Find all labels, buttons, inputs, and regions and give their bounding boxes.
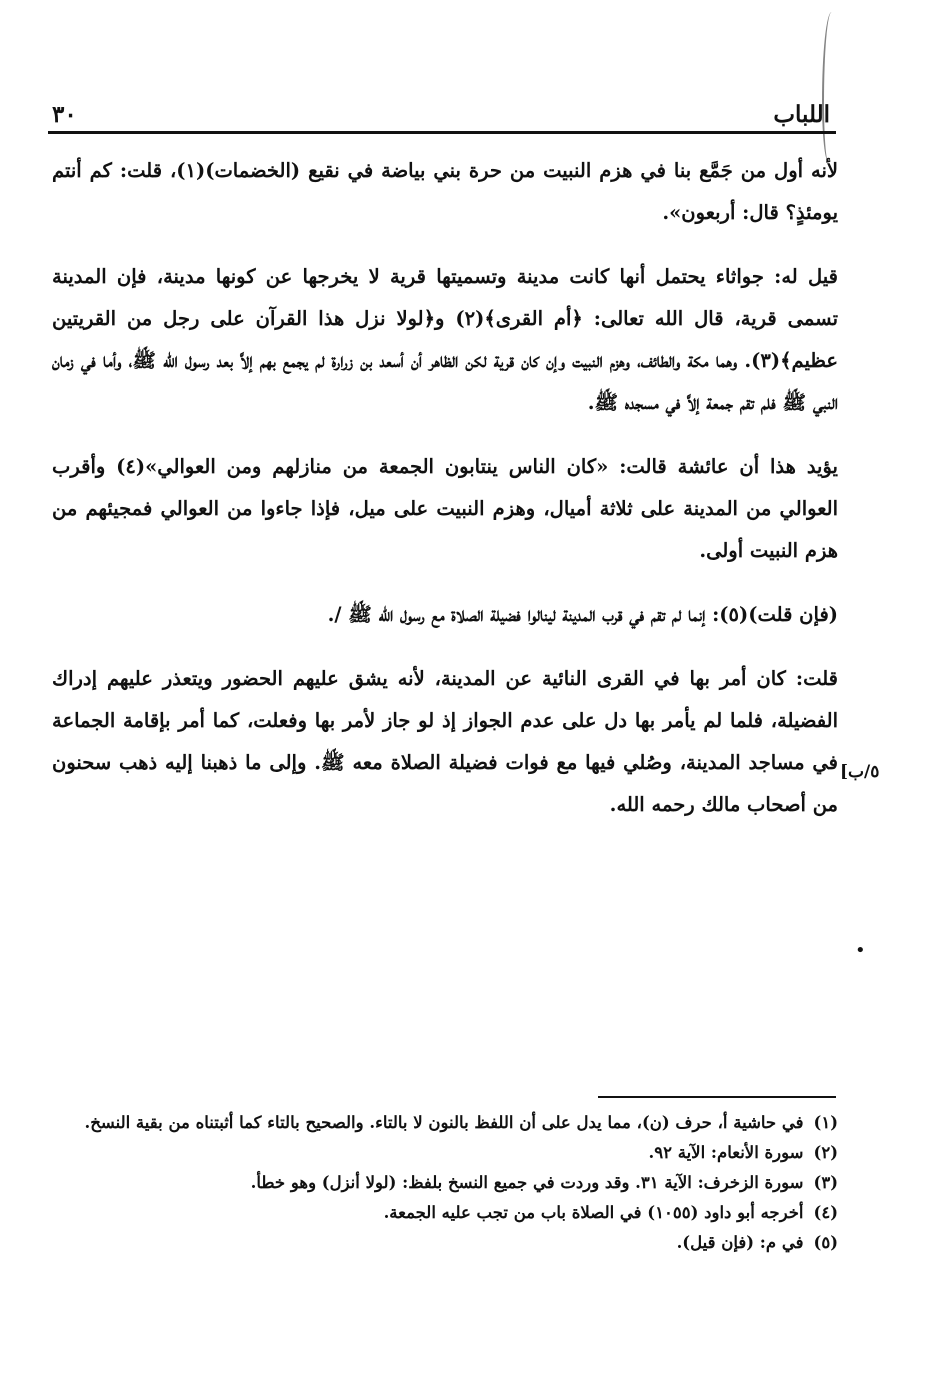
footnote-number: (٥) bbox=[813, 1233, 838, 1252]
page-edge-mark bbox=[822, 12, 838, 162]
footnote-text: سورة الأنعام: الآية ٩٢. bbox=[648, 1143, 804, 1162]
margin-dot: • bbox=[855, 940, 866, 961]
footnote-4 bbox=[52, 1198, 838, 1228]
main-text bbox=[52, 150, 838, 826]
footnote-number: (٣) bbox=[813, 1173, 838, 1192]
footnote-3 bbox=[52, 1168, 838, 1198]
footnote-rule bbox=[598, 1096, 836, 1098]
footnote-text: سورة الزخرف: الآية ٣١. وقد وردت في جميع النسخ بلفظ: (لولا أنزل) وهو خطأ. bbox=[250, 1173, 804, 1192]
paragraph-3: يؤيد هذا أن عائشة قالت: «كان الناس ينتابون الجمعة من منازلهم ومن العوالي»(٤) وأقرب العوالي من المدينة على ثلاثة أميال، وهزم النبيت على ميل، فإذا جاءوا من العوالي فمجيئهم من هزم النبيت أولى. bbox=[52, 455, 838, 562]
footnote-1 bbox=[52, 1108, 838, 1138]
footnote-text: في حاشية أ، حرف (ن)، مما يدل على أن اللفظ بالنون لا بالتاء. والصحيح بالتاء كما أثبتناه من بقية النسخ. bbox=[84, 1113, 804, 1132]
footnote-number: (١) bbox=[813, 1113, 838, 1132]
paragraph-1: لأنه أول من جَمَّع بنا في هزم النبيت من حرة بني بياضة في نقيع (الخضمات)(١)، قلت: كم أنتم يومئذٍ؟ قال: أربعون». bbox=[52, 159, 838, 224]
footnotes bbox=[52, 1108, 838, 1258]
footnote-number: (٢) bbox=[813, 1143, 838, 1162]
page-number: ٣٠ bbox=[52, 101, 77, 128]
margin-folio-note: ٥/ب] bbox=[840, 762, 880, 782]
paragraph-5: قلت: كان أمر بها في القرى النائية عن المدينة، لأنه يشق عليهم الحضور ويتعذر عليهم إدراك الفضيلة، فلما لم يأمر بها دل على عدم الجواز إذ لو جاز لأمر بها وفعلت، كما أمر بإقامة الجماعة في مساجد المدينة، وصُلي فيها مع فوات فضيلة الصلاة معه ﷺ. وإلى ما ذهبنا إليه ذهب سحنون من أصحاب مالك رحمه الله. bbox=[52, 667, 838, 816]
running-title: اللباب bbox=[773, 101, 830, 128]
footnote-number: (٤) bbox=[813, 1203, 838, 1222]
header-rule bbox=[48, 131, 836, 134]
running-header bbox=[52, 88, 830, 128]
paragraph-2: قيل له: جواثاء يحتمل أنها كانت مدينة وتسميتها قرية لا يخرجها عن كونها مدينة، فإن المدينة تسمى قرية، قال الله تعالى: ﴿أم القرى﴾(٢) و﴿لولا نزل هذا القرآن على رجل من القريتين عظيم﴾(٣). وهما مكة والطائف، وهزم النبيت وإن كان قرية لكن الظاهر أن أسعد بن زرارة لم يجمع بهم إلاَّ بعد رسول الله ﷺ، وأما في زمان النبي ﷺ فلم تقم جمعة إلاَّ في مسجده ﷺ. bbox=[52, 265, 838, 414]
footnote-text: في م: (فإن قيل). bbox=[676, 1233, 804, 1252]
paragraph-4: (فإن قلت)(٥): إنما لم تقم في قرب المدينة لينالوا فضيلة الصلاة مع رسول الله ﷺ /. bbox=[327, 603, 838, 626]
footnote-2 bbox=[52, 1138, 838, 1168]
footnote-text: أخرجه أبو داود (١٠٥٥) في الصلاة باب من تجب عليه الجمعة. bbox=[383, 1203, 804, 1222]
footnote-5 bbox=[52, 1228, 838, 1258]
